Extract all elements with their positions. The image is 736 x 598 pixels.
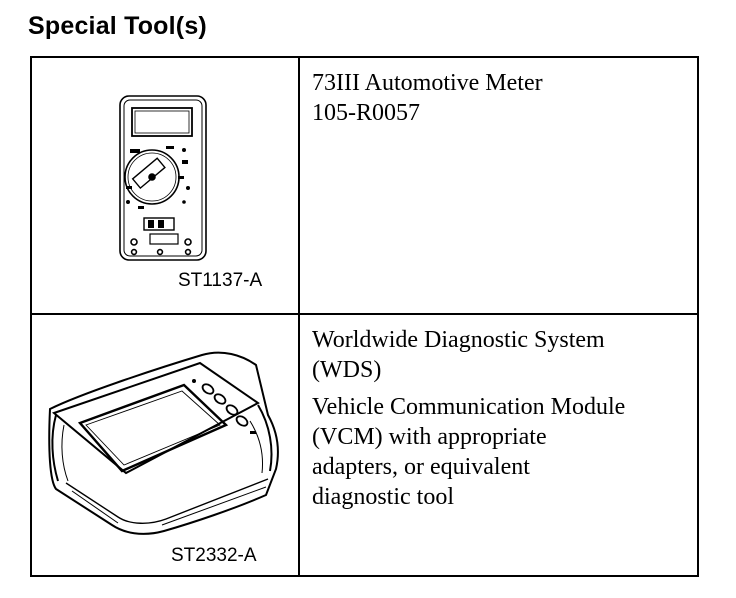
- tool-image-cell-1: [32, 58, 300, 315]
- tool-caption: ST1137-A: [178, 270, 263, 291]
- diagnostic-tool-illustration: [42, 341, 290, 541]
- special-tools-table: [30, 56, 699, 577]
- tool-description-paragraph: [312, 68, 687, 128]
- section-heading: Special Tool(s): [28, 12, 207, 40]
- multimeter-illustration: [118, 94, 208, 262]
- tool-caption: ST2332-A: [171, 545, 257, 566]
- description-line: (VCM) with appropriate: [312, 424, 547, 450]
- description-line: Worldwide Diagnostic System: [312, 327, 605, 353]
- tool-description-cell-2: [300, 315, 697, 575]
- tool-description-cell-1: [300, 58, 697, 315]
- description-line: (WDS): [312, 357, 382, 383]
- description-line: Vehicle Communication Module: [312, 394, 626, 420]
- description-line: adapters, or equivalent: [312, 454, 530, 480]
- tool-description-paragraph: [312, 325, 687, 385]
- description-line: diagnostic tool: [312, 484, 454, 510]
- tool-image-cell-2: [32, 315, 300, 575]
- description-line: 73III Automotive Meter: [312, 70, 543, 96]
- description-line: 105-R0057: [312, 100, 420, 126]
- tool-description-paragraph: [312, 392, 687, 512]
